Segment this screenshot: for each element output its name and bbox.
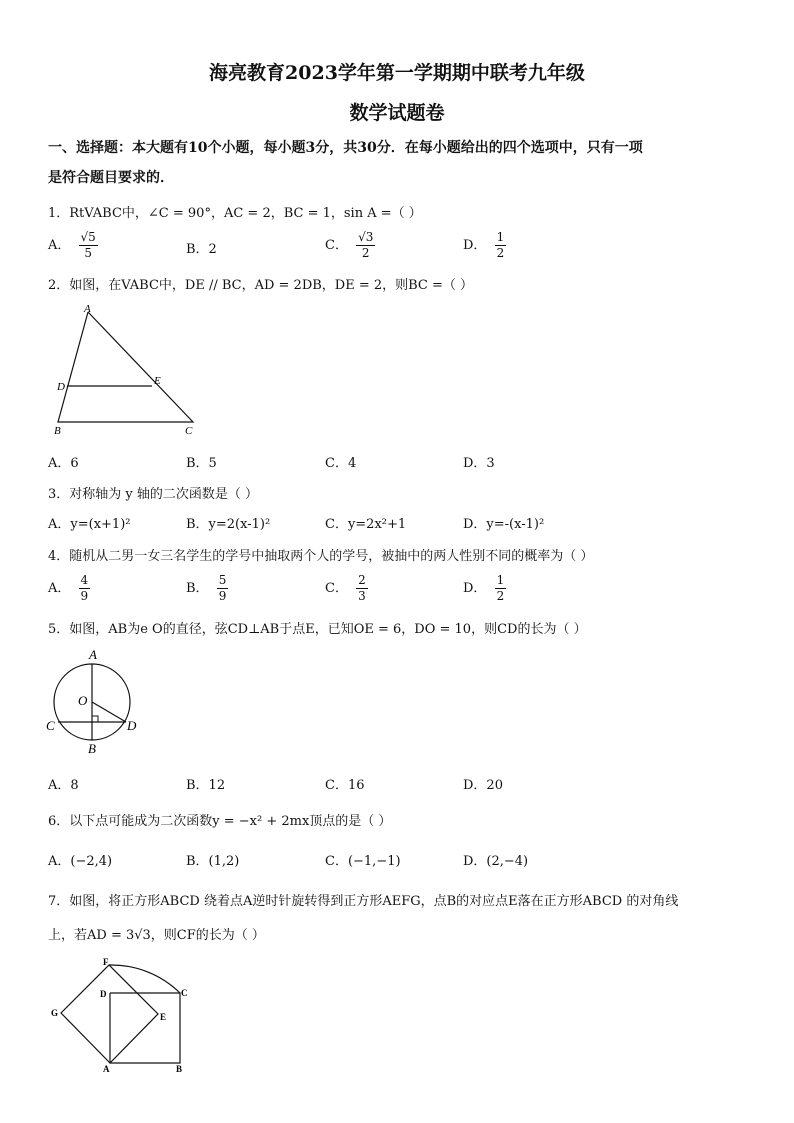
numerator: 1 bbox=[496, 230, 505, 244]
q1-option-c[interactable] bbox=[325, 230, 375, 261]
fraction bbox=[356, 230, 375, 261]
q1-option-b[interactable]: B．2 bbox=[186, 242, 217, 257]
q6-option-c[interactable]: C．(−1,−1) bbox=[325, 854, 401, 869]
numerator: 4 bbox=[80, 573, 89, 587]
label-a: A bbox=[103, 1064, 110, 1074]
label-c: C bbox=[46, 718, 55, 733]
label-e: E bbox=[160, 1012, 167, 1022]
q1-option-d[interactable] bbox=[463, 230, 506, 261]
label-a: A bbox=[89, 647, 97, 662]
option-label: C． bbox=[325, 238, 348, 253]
option-label: A． bbox=[48, 581, 71, 596]
question-5-stem: 5．如图，AB为e O的直径，弦CD⊥AB于点E，已知OE = 6，DO = 10，则CD的长为（ ） bbox=[48, 622, 587, 637]
option-label: D． bbox=[463, 238, 487, 253]
numerator: √3 bbox=[358, 230, 374, 244]
question-1-stem: 1．RtVABC中，∠C = 90°，AC = 2，BC = 1，sin A =（ ） bbox=[48, 206, 422, 221]
label-o: O bbox=[78, 693, 88, 708]
label-b: B bbox=[54, 425, 61, 437]
denominator: 9 bbox=[218, 589, 227, 603]
label-d: D bbox=[127, 718, 137, 733]
q5-option-d[interactable]: D．20 bbox=[463, 778, 503, 793]
question-7-stem-line1: 7．如图，将正方形ABCD 绕着点A逆时针旋转得到正方形AEFG，点B的对应点E落在正方形ABCD 的对角线 bbox=[48, 894, 679, 909]
q5-option-a[interactable]: A．8 bbox=[48, 778, 79, 793]
option-label: A． bbox=[48, 238, 71, 253]
denominator: 2 bbox=[361, 246, 370, 260]
question-6-stem: 6．以下点可能成为二次函数y = −x² + 2mx顶点的是（ ） bbox=[48, 814, 392, 829]
fraction bbox=[79, 230, 98, 261]
fraction bbox=[495, 230, 507, 261]
triangle-figure bbox=[48, 300, 208, 440]
q4-option-d[interactable] bbox=[463, 573, 506, 604]
section-heading-line1: 一、选择题：本大题有10个小题，每小题3分，共30分．在每小题给出的四个选项中，只有一项 bbox=[48, 140, 643, 156]
q1-option-a[interactable] bbox=[48, 230, 98, 261]
circle-figure bbox=[44, 645, 154, 760]
q5-option-b[interactable]: B．12 bbox=[186, 778, 226, 793]
label-f: F bbox=[103, 957, 109, 967]
q6-option-b[interactable]: B．(1,2) bbox=[186, 854, 240, 869]
option-label: D． bbox=[463, 581, 487, 596]
q3-option-b[interactable]: B．y=2(x-1)² bbox=[186, 517, 271, 532]
page-subtitle: 数学试题卷 bbox=[349, 102, 445, 124]
q5-option-c[interactable]: C．16 bbox=[325, 778, 365, 793]
q2-option-d[interactable]: D．3 bbox=[463, 456, 495, 471]
q6-option-d[interactable]: D．(2,−4) bbox=[463, 854, 529, 869]
fraction bbox=[217, 573, 229, 604]
q3-option-d[interactable]: D．y=-(x-1)² bbox=[463, 517, 545, 532]
label-a: A bbox=[84, 303, 91, 315]
question-2-stem: 2．如图，在VABC中，DE // BC，AD = 2DB，DE = 2，则BC =（ ） bbox=[48, 278, 474, 293]
question-7-stem-line2: 上，若AD = 3√3，则CF的长为（ ） bbox=[48, 928, 265, 943]
q2-option-a[interactable]: A．6 bbox=[48, 456, 79, 471]
label-d: D bbox=[100, 989, 107, 999]
q4-option-a[interactable] bbox=[48, 573, 90, 604]
label-b: B bbox=[176, 1064, 183, 1074]
label-d: D bbox=[57, 381, 65, 393]
fraction bbox=[495, 573, 507, 604]
question-4-stem: 4．随机从二男一女三名学生的学号中抽取两个人的学号，被抽中的两人性别不同的概率为（ ） bbox=[48, 549, 594, 564]
fraction bbox=[356, 573, 368, 604]
numerator: 5 bbox=[218, 573, 227, 587]
numerator: 1 bbox=[496, 573, 505, 587]
denominator: 9 bbox=[80, 589, 89, 603]
page-title: 海亮教育2023学年第一学期期中联考九年级 bbox=[209, 62, 585, 84]
label-c: C bbox=[185, 425, 193, 437]
label-g: G bbox=[51, 1008, 59, 1018]
q4-option-c[interactable] bbox=[325, 573, 368, 604]
denominator: 2 bbox=[496, 589, 505, 603]
rotated-square-figure bbox=[48, 955, 198, 1075]
denominator: 5 bbox=[84, 246, 92, 260]
numerator: 2 bbox=[358, 573, 366, 587]
denominator: 3 bbox=[358, 589, 366, 603]
fraction bbox=[79, 573, 91, 604]
q3-option-c[interactable]: C．y=2x²+1 bbox=[325, 517, 407, 532]
q3-option-a[interactable]: A．y=(x+1)² bbox=[48, 517, 131, 532]
section-heading-line2: 是符合题目要求的． bbox=[48, 170, 174, 186]
option-label: B． bbox=[186, 581, 209, 596]
label-b: B bbox=[88, 741, 96, 756]
denominator: 2 bbox=[496, 246, 505, 260]
label-c: C bbox=[181, 988, 188, 998]
label-e: E bbox=[154, 375, 161, 387]
q6-option-a[interactable]: A．(−2,4) bbox=[48, 854, 113, 869]
q2-option-c[interactable]: C．4 bbox=[325, 456, 357, 471]
numerator: √5 bbox=[80, 230, 96, 244]
option-label: C． bbox=[325, 581, 348, 596]
question-3-stem: 3．对称轴为 y 轴的二次函数是（ ） bbox=[48, 487, 259, 502]
q2-option-b[interactable]: B．5 bbox=[186, 456, 217, 471]
q4-option-b[interactable] bbox=[186, 573, 228, 604]
